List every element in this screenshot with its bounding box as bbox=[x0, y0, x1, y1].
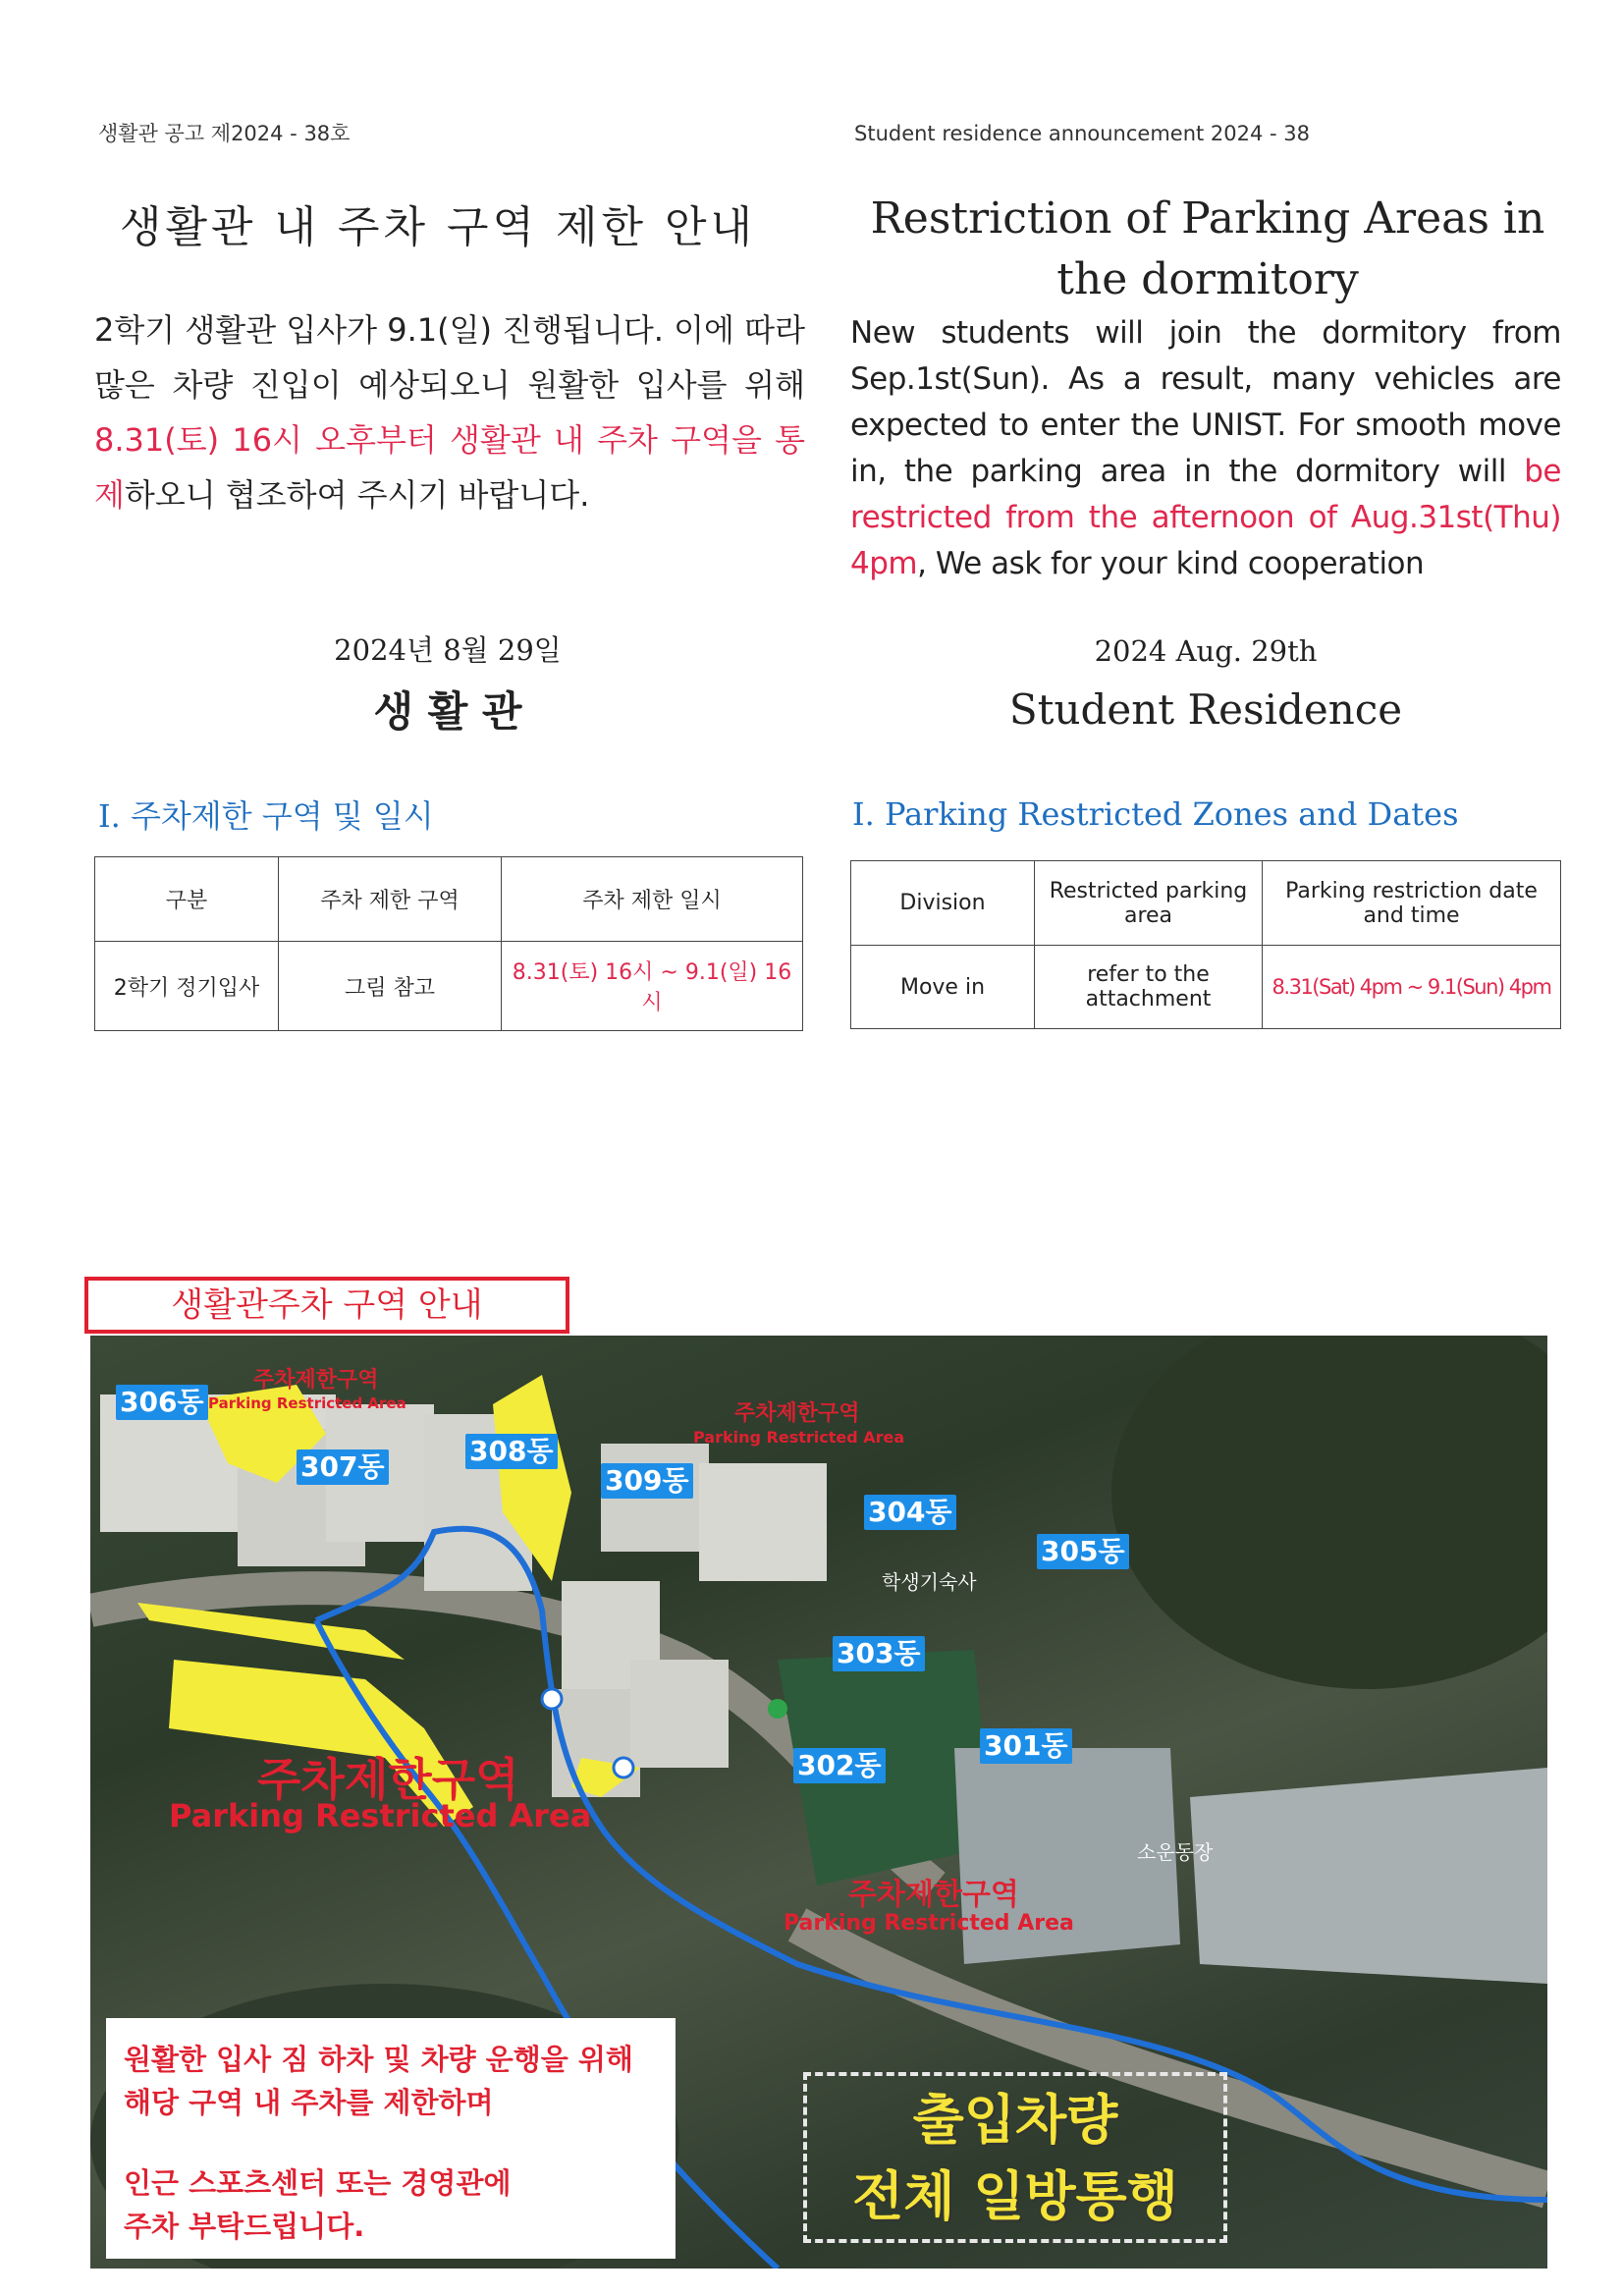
section-heading-en: Ⅰ. Parking Restricted Zones and Dates bbox=[852, 795, 1459, 833]
body-en bbox=[850, 310, 1561, 587]
table-ko-header: 주차 제한 일시 bbox=[502, 857, 803, 942]
restriction-table-en bbox=[850, 860, 1561, 1029]
building-301 bbox=[630, 1660, 729, 1768]
date-ko: 2024년 8월 29일 bbox=[334, 633, 562, 667]
restricted-zone-en: Parking Restricted Area bbox=[784, 1911, 1074, 1936]
building-label: 308동 bbox=[465, 1434, 558, 1469]
body-en-part2: , We ask for your kind cooperation bbox=[917, 546, 1425, 581]
table-en-cell: refer to the attachment bbox=[1035, 946, 1263, 1029]
table-ko-cell: 그림 참고 bbox=[279, 942, 502, 1031]
building-label: 302동 bbox=[793, 1748, 886, 1783]
building-label: 306동 bbox=[116, 1385, 208, 1420]
notice-line: 원활한 입사 짐 하차 및 차량 운행을 위해 bbox=[124, 2043, 633, 2076]
table-en-header: Parking restriction date and time bbox=[1263, 861, 1561, 946]
body-en-part1: New students will join the dormitory from Sep.1st(Sun). As a result, many vehicles are expected to enter the UNIST. For smooth move in, the parking area in the dormitory will bbox=[850, 315, 1561, 489]
building-label: 305동 bbox=[1037, 1534, 1129, 1569]
forest-area bbox=[1111, 1336, 1547, 1689]
one-way-line: 출입차량 bbox=[912, 2089, 1118, 2151]
announcement-number-en: Student residence announcement 2024 - 38 bbox=[854, 122, 1311, 145]
one-way-line: 전체 일방통행 bbox=[852, 2165, 1178, 2227]
table-ko-header: 주차 제한 구역 bbox=[279, 857, 502, 942]
body-ko bbox=[94, 302, 805, 522]
table-en-header: Division bbox=[851, 861, 1035, 946]
section-heading-ko: Ⅰ. 주차제한 구역 및 일시 bbox=[98, 797, 434, 835]
body-ko-highlight: 8.31(토) 16시 오후부터 생활관 내 주차 구역을 통제 bbox=[94, 421, 805, 514]
body-en-highlight: be restricted from the afternoon of Aug.31st(Thu) 4pm bbox=[850, 454, 1561, 581]
place-label-dorm: 학생기숙사 bbox=[882, 1570, 977, 1594]
one-way-notice bbox=[803, 2072, 1227, 2243]
building-label: 304동 bbox=[864, 1495, 956, 1530]
court bbox=[1190, 1768, 1547, 1984]
notice-line: 인근 스포츠센터 또는 경영관에 bbox=[124, 2166, 512, 2200]
map-image bbox=[90, 1336, 1547, 2269]
date-en: 2024 Aug. 29th bbox=[1094, 634, 1318, 668]
table-ko-header: 구분 bbox=[95, 857, 279, 942]
restricted-zone-yellow bbox=[137, 1603, 405, 1660]
place-label-field: 소운동장 bbox=[1137, 1840, 1214, 1864]
building-label: 307동 bbox=[297, 1449, 389, 1485]
restricted-zone-en: Parking Restricted Area bbox=[693, 1428, 905, 1447]
title-ko: 생활관 내 주차 구역 제한 안내 bbox=[120, 202, 756, 252]
signature-en: Student Residence bbox=[1008, 685, 1403, 734]
parking-marker-icon bbox=[542, 1689, 562, 1709]
restricted-zone-ko: 주차제한구역 bbox=[257, 1753, 519, 1806]
parking-marker-icon bbox=[614, 1758, 633, 1777]
building-label: 301동 bbox=[980, 1728, 1072, 1764]
body-ko-part2: 하오니 협조하여 주시기 바랍니다. bbox=[124, 476, 590, 514]
restricted-zone-ko: 주차제한구역 bbox=[253, 1368, 379, 1393]
restricted-zone-en: Parking Restricted Area bbox=[208, 1394, 406, 1412]
parking-notice bbox=[106, 2018, 676, 2259]
restricted-zone-en: Parking Restricted Area bbox=[169, 1797, 592, 1834]
announcement-number-ko: 생활관 공고 제2024 - 38호 bbox=[98, 122, 351, 145]
title-en: Restriction of Parking Areas in the dormitory bbox=[870, 193, 1545, 304]
map-title: 생활관주차 구역 안내 bbox=[84, 1277, 569, 1334]
notice-line: 해당 구역 내 주차를 제한하며 bbox=[124, 2086, 494, 2119]
notice-line: 주차 부탁드립니다. bbox=[124, 2210, 365, 2243]
restriction-table-ko bbox=[94, 856, 803, 1031]
parking-map bbox=[84, 1277, 1547, 2269]
body-ko-part1: 2학기 생활관 입사가 9.1(일) 진행됩니다. 이에 따라 많은 차량 진입이 예상되오니 원활한 입사를 위해 bbox=[94, 311, 805, 404]
restricted-zone-ko: 주차제한구역 bbox=[848, 1878, 1019, 1912]
building-label: 303동 bbox=[833, 1636, 925, 1671]
building-305 bbox=[699, 1463, 827, 1581]
building-label: 309동 bbox=[601, 1463, 693, 1499]
table-en-cell: 8.31(Sat) 4pm ~ 9.1(Sun) 4pm bbox=[1263, 946, 1561, 1029]
place-marker-icon bbox=[768, 1699, 787, 1719]
table-en-cell: Move in bbox=[851, 946, 1035, 1029]
table-en-header: Restricted parking area bbox=[1035, 861, 1263, 946]
table-ko-cell: 8.31(토) 16시 ~ 9.1(일) 16시 bbox=[502, 942, 803, 1031]
restricted-zone-ko: 주차제한구역 bbox=[734, 1401, 860, 1426]
signature-ko: 생 활 관 bbox=[373, 687, 522, 736]
table-ko-cell: 2학기 정기입사 bbox=[95, 942, 279, 1031]
